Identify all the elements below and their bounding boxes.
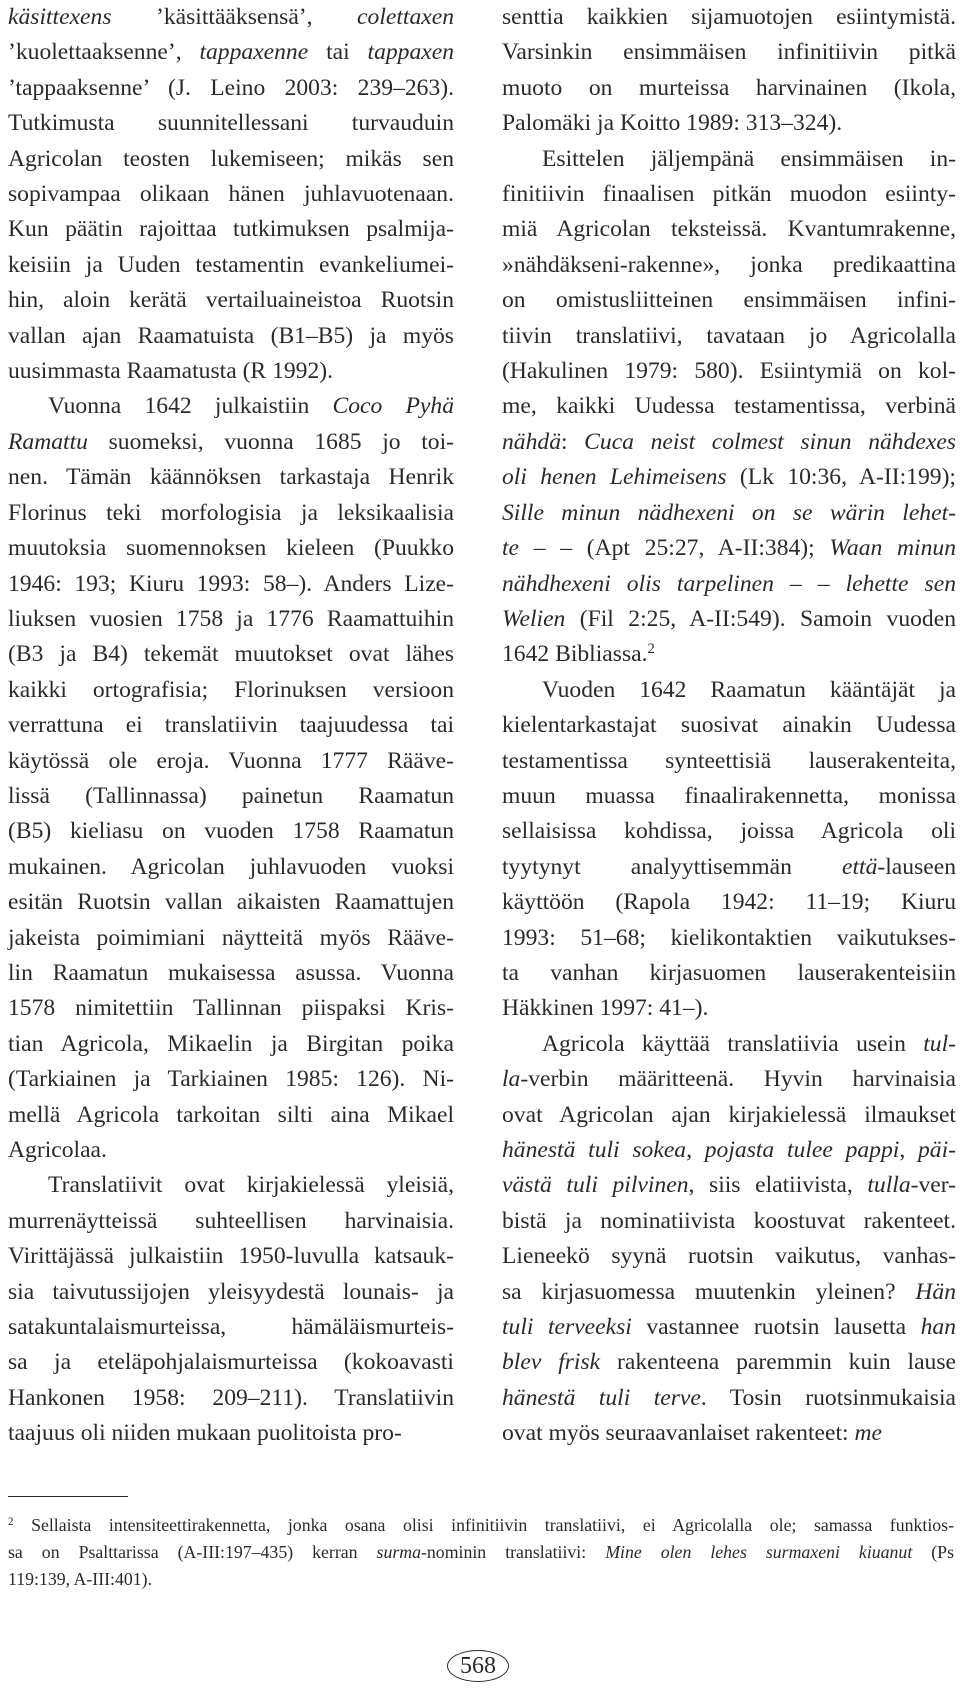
text-line: käytössä ole eroja. Vuonna 1777 Rääve- [8,747,454,774]
text-line: bistä ja nominatiivista koostuvat rakenteet. [502,1207,956,1234]
text-line: muutoksia suomennoksen kieleen (Puukko [8,535,454,562]
text-line: keisiin ja Uuden testamentin evankeliumei- [8,251,454,278]
text-line: nähdhexeni olis tarpelinen – – lehette sen [502,570,956,597]
text-line: lissä (Tallinnassa) painetun Raamatun [8,782,454,809]
text-line: (Hakulinen 1979: 580). Esiintymiä on kol- [502,358,956,385]
text-line: 1578 nimitettiin Tallinnan piispaksi Kris- [8,995,454,1022]
text-line: Agricolan teosten lukemiseen; mikäs sen [8,145,454,172]
text-line: mellä Agricola tarkoitan silti aina Mikael [8,1101,454,1128]
text-line: liuksen vuosien 1758 ja 1776 Raamattuihin [8,605,454,632]
footnote [8,1512,954,1593]
text-line: nähdä: Cuca neist colmest sinun nähdexes [502,428,956,455]
text-line: hin, aloin kerätä vertailuaineistoa Ruotsin [8,287,454,314]
text-line: verrattuna ei translatiivin taajuudessa tai [8,712,454,739]
text-line: oli henen Lehimeisens (Lk 10:36, A-II:199); [502,464,956,491]
text-line: Kun päätin rajoittaa tutkimuksen psalmija- [8,216,454,243]
paragraph [502,1027,956,1452]
text-line: tiivin translatiivi, tavataan jo Agricolalla [502,322,956,349]
text-line: ’tappaaksenne’ (J. Leino 2003: 239–263). [8,74,454,101]
text-line: Agricola käyttää translatiivia usein tul- [542,1030,956,1057]
footnote-line: sa on Psalttarissa (A-III:197–435) kerran surma-nominin translatiivi: Mine olen lehes surmaxeni kiuanut (Ps [8,1542,954,1562]
text-line: Translatiivit ovat kirjakielessä yleisiä, [48,1172,454,1199]
text-line: Palomäki ja Koitto 1989: 313–324). [502,110,843,137]
footnote-line: 119:139, A-III:401). [8,1569,153,1589]
text-line: »nähdäkseni-rakenne», jonka predikaattina [502,251,956,278]
text-line: Vuoden 1642 Raamatun kääntäjät ja [542,676,956,703]
text-line: Florinus teki morfologisia ja leksikaalisia [8,499,454,526]
text-line: sa ja eteläpohjalaismurteissa (kokoavasti [8,1349,454,1376]
right-column [502,0,956,1452]
footnote-line: $^2$ Sellaista intensiteettirakennetta, jonka osana olisi infinitiivin translatiivi, ei Agricolalla ole; samassa funktios- [8,1515,954,1535]
paragraph [502,0,956,142]
text-line: sa kirjasuomessa muutenkin yleinen? Hän [502,1278,956,1305]
text-line: (B5) kieliasu on vuoden 1758 Raamatun [8,818,454,845]
page-number: 568 [447,1650,509,1682]
text-line: miä Agricolan teksteissä. Kvantumrakenne, [502,216,956,243]
text-line: sia taivutussijojen yleisyydestä lounais- ja [8,1278,454,1305]
text-line: Esittelen jäljempänä ensimmäisen in- [542,145,956,172]
text-line: kielentarkastajat suosivat ainakin Uudessa [502,712,956,739]
paragraph [502,673,956,1027]
text-line: tuli terveeksi vastannee ruotsin lausetta han [502,1314,956,1341]
text-line: vallan ajan Raamatuista (B1–B5) ja myös [8,322,454,349]
text-line: muoto on murteissa harvinainen (Ikola, [502,74,956,101]
text-line: murrenäytteissä suhteellisen harvinaisia. [8,1207,454,1234]
text-line: nen. Tämän käännöksen tarkastaja Henrik [8,464,454,491]
text-line: te – – (Apt 25:27, A-II:384); Waan minun [502,535,956,562]
text-line: Sille minun nädhexeni on se wärin lehet- [502,499,956,526]
paragraph [8,0,454,389]
text-line: tian Agricola, Mikaelin ja Birgitan poika [8,1030,454,1057]
text-line: sopivampaa olikaan hänen juhlavuotenaan. [8,181,454,208]
text-line: on omistusliitteinen ensimmäisen infini- [502,287,956,314]
text-line: finitiivin finaalisen pitkän muodon esiinty- [502,181,956,208]
text-line: Lieneekö syynä ruotsin vaikutus, vanhas- [502,1243,956,1270]
paragraph [502,142,956,673]
text-line: tyytynyt analyyttisemmän että-lauseen [502,853,956,880]
text-line: ovat myös seuraavanlaiset rakenteet: me [502,1420,882,1447]
footnote-divider [8,1496,128,1497]
text-line: testamentissa synteettisiä lauserakenteita, [502,747,956,774]
text-line: Varsinkin ensimmäisen infinitiivin pitkä [502,39,956,66]
text-line: senttia kaikkien sijamuotojen esiintymistä. [502,4,956,30]
paragraph [8,1168,454,1451]
text-line: käyttöön (Rapola 1942: 11–19; Kiuru [502,889,956,916]
text-line: satakuntalaismurteissa, hämäläismurteis- [8,1314,454,1341]
text-line: Welien (Fil 2:25, A-II:549). Samoin vuoden [502,605,956,632]
text-line: 1993: 51–68; kielikontaktien vaikutukses- [502,924,956,951]
text-line: jakeista poimimiani näytteitä myös Rääve- [8,924,454,951]
text-line: Ramattu suomeksi, vuonna 1685 jo toi- [8,428,454,455]
paragraph [8,389,454,1168]
text-line: ovat Agricolan ajan kirjakielessä ilmaukset [502,1101,956,1128]
text-line: västä tuli pilvinen, siis elatiivista, tulla-ver- [502,1172,956,1199]
text-line: 1642 Bibliassa.$^2$ [502,641,655,668]
text-line: la-verbin määritteenä. Hyvin harvinaisia [502,1066,956,1093]
text-line: esitän Ruotsin vallan aikaisten Raamattujen [8,889,454,916]
text-line: ’kuolettaaksenne’, tappaxenne tai tappaxen [8,39,454,66]
text-line: mukainen. Agricolan juhlavuoden vuoksi [8,853,454,880]
text-line: uusimmasta Raamatusta (R 1992). [8,358,334,385]
text-line: lin Raamatun mukaisessa asussa. Vuonna [8,959,454,986]
text-line: (B3 ja B4) tekemät muutokset ovat lähes [8,641,454,668]
text-line: Vuonna 1642 julkaistiin Coco Pyhä [48,393,454,420]
text-line: blev frisk rakenteena paremmin kuin lause [502,1349,957,1376]
text-line: Agricolaa. [8,1137,107,1163]
text-line: taajuus oli niiden mukaan puolitoista pro- [8,1420,402,1447]
text-line: Tutkimusta suunnitellessani turvauduin [8,110,454,137]
text-line: hänestä tuli terve. Tosin ruotsinmukaisia [502,1384,956,1411]
text-line: Hankonen 1958: 209–211). Translatiivin [8,1384,454,1411]
text-line: ta vanhan kirjasuomen lauserakenteisiin [502,959,956,986]
text-line: sellaisissa kohdissa, joissa Agricola oli [502,818,956,845]
text-line: hänestä tuli sokea, pojasta tulee pappi, päi- [502,1137,957,1163]
text-line: me, kaikki Uudessa testamentissa, verbinä [502,393,956,420]
text-line: käsittexens ’käsittääksensä’, colettaxen [8,4,454,30]
text-line: kaikki ortografisia; Florinuksen versioon [8,676,454,703]
left-column [8,0,454,1452]
text-line: Häkkinen 1997: 41–). [502,995,709,1022]
text-line: 1946: 193; Kiuru 1993: 58–). Anders Lize- [8,570,454,597]
text-line: muun muassa finaalirakennetta, monissa [502,782,956,809]
text-line: (Tarkiainen ja Tarkiainen 1985: 126). Ni- [8,1066,454,1093]
text-line: Virittäjässä julkaistiin 1950-luvulla katsauk- [8,1243,454,1270]
